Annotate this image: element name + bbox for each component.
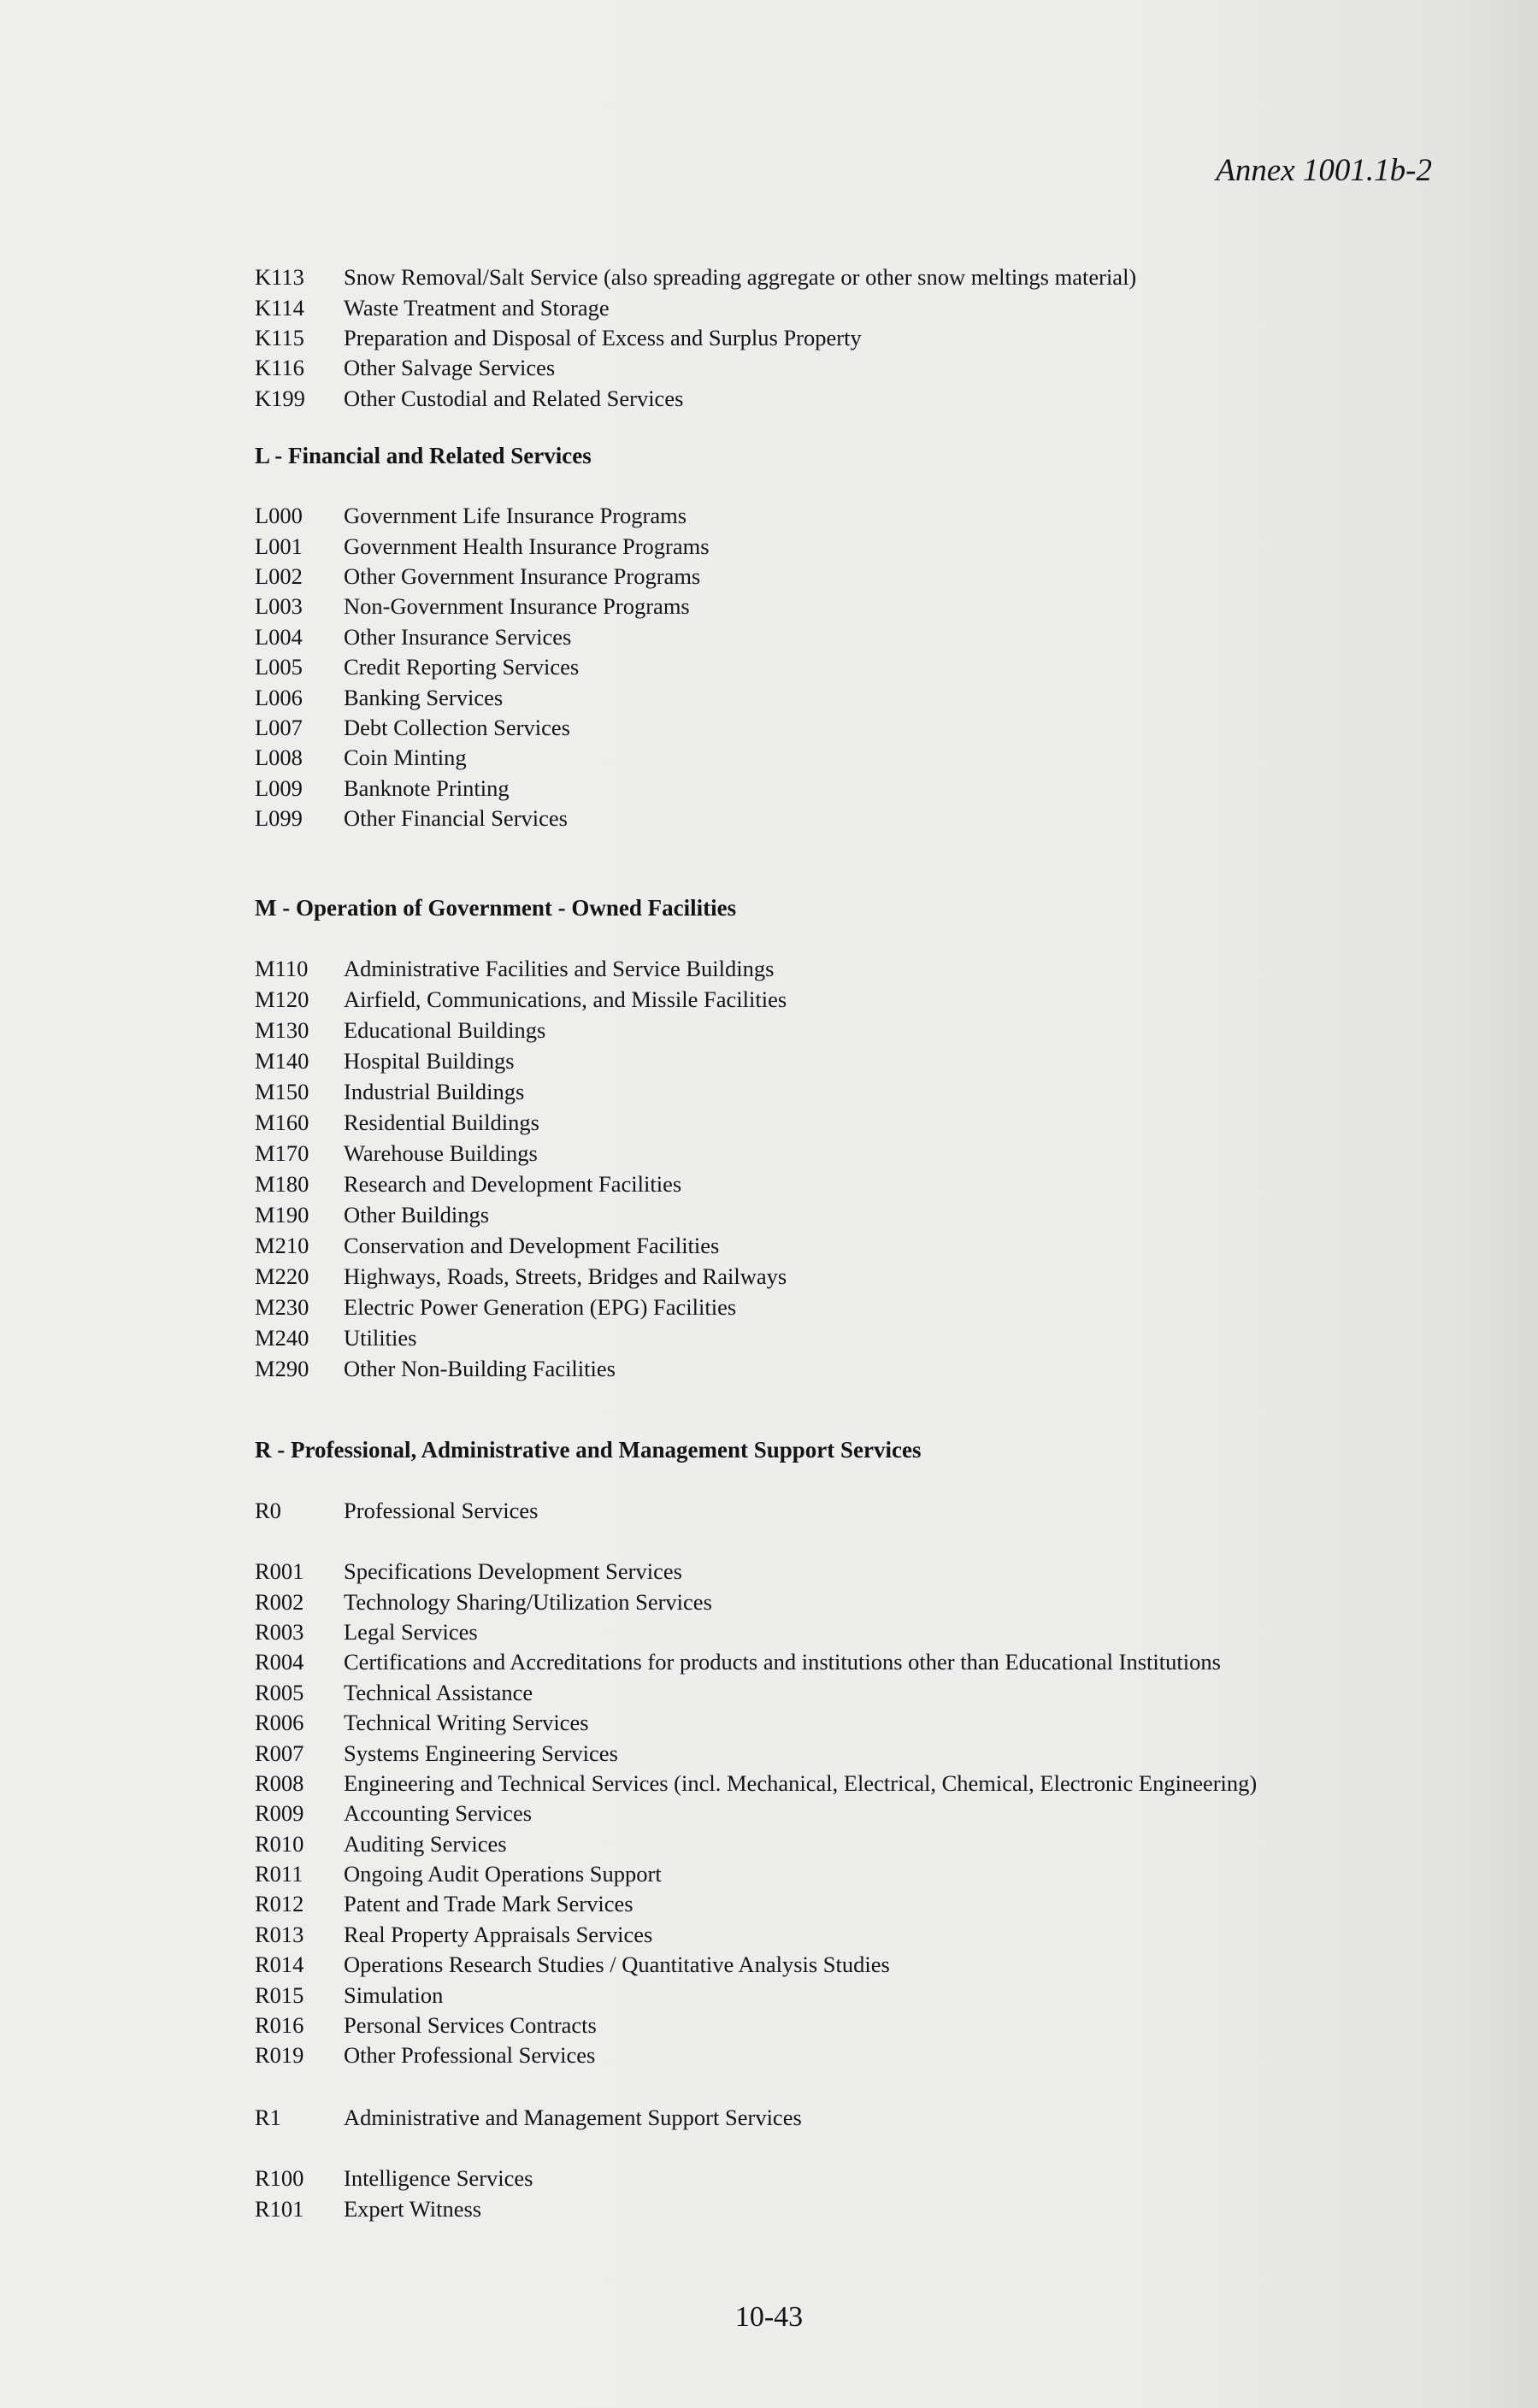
page-number: 10-43 [734, 2301, 804, 2333]
list-item [255, 1107, 787, 1138]
list-item [255, 652, 710, 682]
item-code: L001 [255, 533, 303, 559]
item-description: Legal Services [344, 1618, 478, 1645]
item-code: R012 [255, 1891, 304, 1917]
item-code: L004 [255, 623, 303, 650]
item-description: Technology Sharing/Utilization Services [344, 1588, 712, 1615]
item-code: M180 [255, 1170, 309, 1197]
list-item [255, 1292, 787, 1322]
item-code: L006 [255, 684, 303, 710]
item-description: Auditing Services [344, 1830, 507, 1857]
item-code: K115 [255, 324, 304, 350]
item-description: Other Professional Services [344, 2042, 596, 2069]
list-item [255, 713, 710, 743]
list-item [255, 1799, 1257, 1828]
item-description: Non-Government Insurance Programs [344, 593, 690, 620]
item-code: M110 [255, 955, 309, 981]
item-code: M130 [255, 1016, 309, 1043]
item-description: Other Financial Services [344, 805, 568, 832]
item-code: K113 [255, 264, 304, 291]
item-description: Other Custodial and Related Services [344, 385, 684, 411]
item-code: M150 [255, 1078, 309, 1104]
list-item [255, 2040, 1257, 2070]
item-description: Engineering and Technical Services (incl. Mechanical, Electrical, Chemical, Electronic Engineering) [344, 1769, 1258, 1796]
list-item [255, 1261, 787, 1292]
item-description: Technical Assistance [344, 1679, 533, 1705]
list-item [255, 1230, 787, 1261]
list-item [255, 1169, 787, 1199]
item-description: Other Insurance Services [344, 623, 572, 650]
list-item [255, 1889, 1257, 1919]
item-description: Snow Removal/Salt Service (also spreading aggregate or other snow meltings material) [344, 264, 1137, 291]
item-description: Ongoing Audit Operations Support [344, 1861, 662, 1887]
list-item [255, 1708, 1257, 1738]
item-code: M210 [255, 1232, 309, 1258]
item-description: Banknote Printing [344, 774, 510, 801]
item-description: Electric Power Generation (EPG) Facilities [344, 1293, 737, 1320]
item-description: Hospital Buildings [344, 1047, 515, 1074]
list-item [255, 1617, 1257, 1647]
item-code: L099 [255, 805, 303, 832]
item-description: Specifications Development Services [344, 1558, 682, 1585]
list-item [255, 1647, 1257, 1677]
item-code: R008 [255, 1769, 304, 1796]
item-code: L002 [255, 562, 303, 589]
list-item [255, 1496, 538, 1526]
item-description: Accounting Services [344, 1800, 533, 1827]
item-description: Operations Research Studies / Quantitative Analysis Studies [344, 1952, 890, 1978]
item-description: Debt Collection Services [344, 714, 570, 740]
section-r-heading: R - Professional, Administrative and Management Support Services [255, 1437, 922, 1463]
item-description: Other Buildings [344, 1201, 490, 1228]
item-code: R011 [255, 1861, 303, 1887]
item-code: M230 [255, 1293, 309, 1320]
list-item [255, 2164, 533, 2193]
item-code: M140 [255, 1047, 309, 1074]
list-item [255, 1015, 787, 1045]
item-description: Government Health Insurance Programs [344, 533, 710, 559]
item-code: L005 [255, 654, 303, 680]
item-description: Banking Services [344, 684, 504, 710]
list-item [255, 804, 710, 833]
item-code: K114 [255, 294, 304, 321]
list-item [255, 384, 1136, 414]
list-item [255, 1045, 787, 1076]
item-code: R1 [255, 2105, 281, 2131]
item-description: Residential Buildings [344, 1109, 539, 1135]
list-item [255, 1920, 1257, 1950]
item-code: R006 [255, 1710, 304, 1736]
item-code: K199 [255, 385, 305, 411]
list-item [255, 2193, 533, 2223]
item-description: Intelligence Services [344, 2165, 533, 2192]
list-item [255, 562, 710, 592]
item-code: R005 [255, 1679, 304, 1705]
item-code: R010 [255, 1830, 304, 1857]
item-description: Administrative and Management Support Services [344, 2105, 802, 2131]
item-description: Patent and Trade Mark Services [344, 1891, 633, 1917]
item-description: Administrative Facilities and Service Buildings [344, 955, 775, 981]
section-m-list [255, 953, 787, 1384]
list-item [255, 622, 710, 652]
list-item [255, 1829, 1257, 1859]
item-code: R019 [255, 2042, 304, 2069]
list-item [255, 2103, 802, 2133]
item-description: Warehouse Buildings [344, 1139, 538, 1166]
item-description: Highways, Roads, Streets, Bridges and Railways [344, 1263, 787, 1289]
item-code: R101 [255, 2195, 304, 2222]
item-code: M190 [255, 1201, 309, 1228]
item-description: Certifications and Accreditations for products and institutions other than Educational Institutions [344, 1649, 1221, 1675]
item-description: Expert Witness [344, 2195, 482, 2222]
section-r0-heading-row [255, 1496, 538, 1526]
item-code: L007 [255, 714, 303, 740]
item-code: R0 [255, 1498, 281, 1524]
item-description: Industrial Buildings [344, 1078, 525, 1104]
item-code: M240 [255, 1324, 309, 1351]
item-code: M160 [255, 1109, 309, 1135]
list-item [255, 774, 710, 804]
item-code: M220 [255, 1263, 309, 1289]
list-item [255, 1138, 787, 1169]
list-item [255, 292, 1136, 322]
item-description: Technical Writing Services [344, 1710, 589, 1736]
list-item [255, 501, 710, 531]
item-code: K116 [255, 355, 304, 381]
item-description: Other Non-Building Facilities [344, 1355, 616, 1381]
item-code: R009 [255, 1800, 304, 1827]
item-code: M170 [255, 1139, 309, 1166]
list-item [255, 1587, 1257, 1616]
item-code: L009 [255, 774, 303, 801]
item-description: Conservation and Development Facilities [344, 1232, 720, 1258]
section-r0-list [255, 1557, 1257, 2071]
list-item [255, 1322, 787, 1353]
list-item [255, 682, 710, 712]
item-code: R015 [255, 1981, 304, 2008]
item-code: L008 [255, 745, 303, 771]
list-item [255, 1738, 1257, 1768]
item-code: R004 [255, 1649, 304, 1675]
section-l-list [255, 501, 710, 833]
item-description: Airfield, Communications, and Missile Facilities [344, 986, 787, 1012]
annex-label: Annex 1001.1b-2 [1216, 153, 1432, 188]
section-l-heading: L - Financial and Related Services [255, 443, 592, 468]
list-item [255, 353, 1136, 383]
list-item [255, 953, 787, 984]
item-description: Credit Reporting Services [344, 654, 580, 680]
section-r1-list [255, 2164, 533, 2224]
item-code: M290 [255, 1355, 309, 1381]
item-code: M120 [255, 986, 309, 1012]
item-code: R014 [255, 1952, 304, 1978]
list-item [255, 984, 787, 1015]
list-item [255, 592, 710, 621]
item-code: R016 [255, 2012, 304, 2039]
item-description: Personal Services Contracts [344, 2012, 597, 2039]
item-description: Systems Engineering Services [344, 1740, 618, 1766]
list-item [255, 1678, 1257, 1708]
item-code: R007 [255, 1740, 304, 1766]
item-description: Other Salvage Services [344, 355, 556, 381]
item-description: Utilities [344, 1324, 417, 1351]
list-item [255, 1076, 787, 1107]
item-code: R100 [255, 2165, 304, 2192]
list-item [255, 1769, 1257, 1799]
k-items-list [255, 262, 1136, 414]
item-description: Government Life Insurance Programs [344, 503, 687, 529]
item-description: Educational Buildings [344, 1016, 546, 1043]
item-description: Simulation [344, 1981, 444, 2008]
list-item [255, 1859, 1257, 1889]
item-code: R013 [255, 1921, 304, 1947]
list-item [255, 2011, 1257, 2040]
item-description: Other Government Insurance Programs [344, 562, 701, 589]
list-item [255, 1950, 1257, 1980]
section-r1-heading-row [255, 2103, 802, 2133]
item-description: Preparation and Disposal of Excess and Surplus Property [344, 324, 862, 350]
list-item [255, 1199, 787, 1230]
list-item [255, 531, 710, 561]
item-code: R001 [255, 1558, 304, 1585]
item-code: R002 [255, 1588, 304, 1615]
item-description: Coin Minting [344, 745, 467, 771]
item-description: Research and Development Facilities [344, 1170, 682, 1197]
item-description: Real Property Appraisals Services [344, 1921, 653, 1947]
list-item [255, 1557, 1257, 1587]
list-item [255, 262, 1136, 292]
item-description: Professional Services [344, 1498, 539, 1524]
section-m-heading: M - Operation of Government - Owned Facilities [255, 895, 737, 921]
item-code: R003 [255, 1618, 304, 1645]
list-item [255, 1353, 787, 1384]
list-item [255, 323, 1136, 353]
item-code: L003 [255, 593, 303, 620]
list-item [255, 743, 710, 773]
item-code: L000 [255, 503, 303, 529]
list-item [255, 1980, 1257, 2010]
item-description: Waste Treatment and Storage [344, 294, 610, 321]
